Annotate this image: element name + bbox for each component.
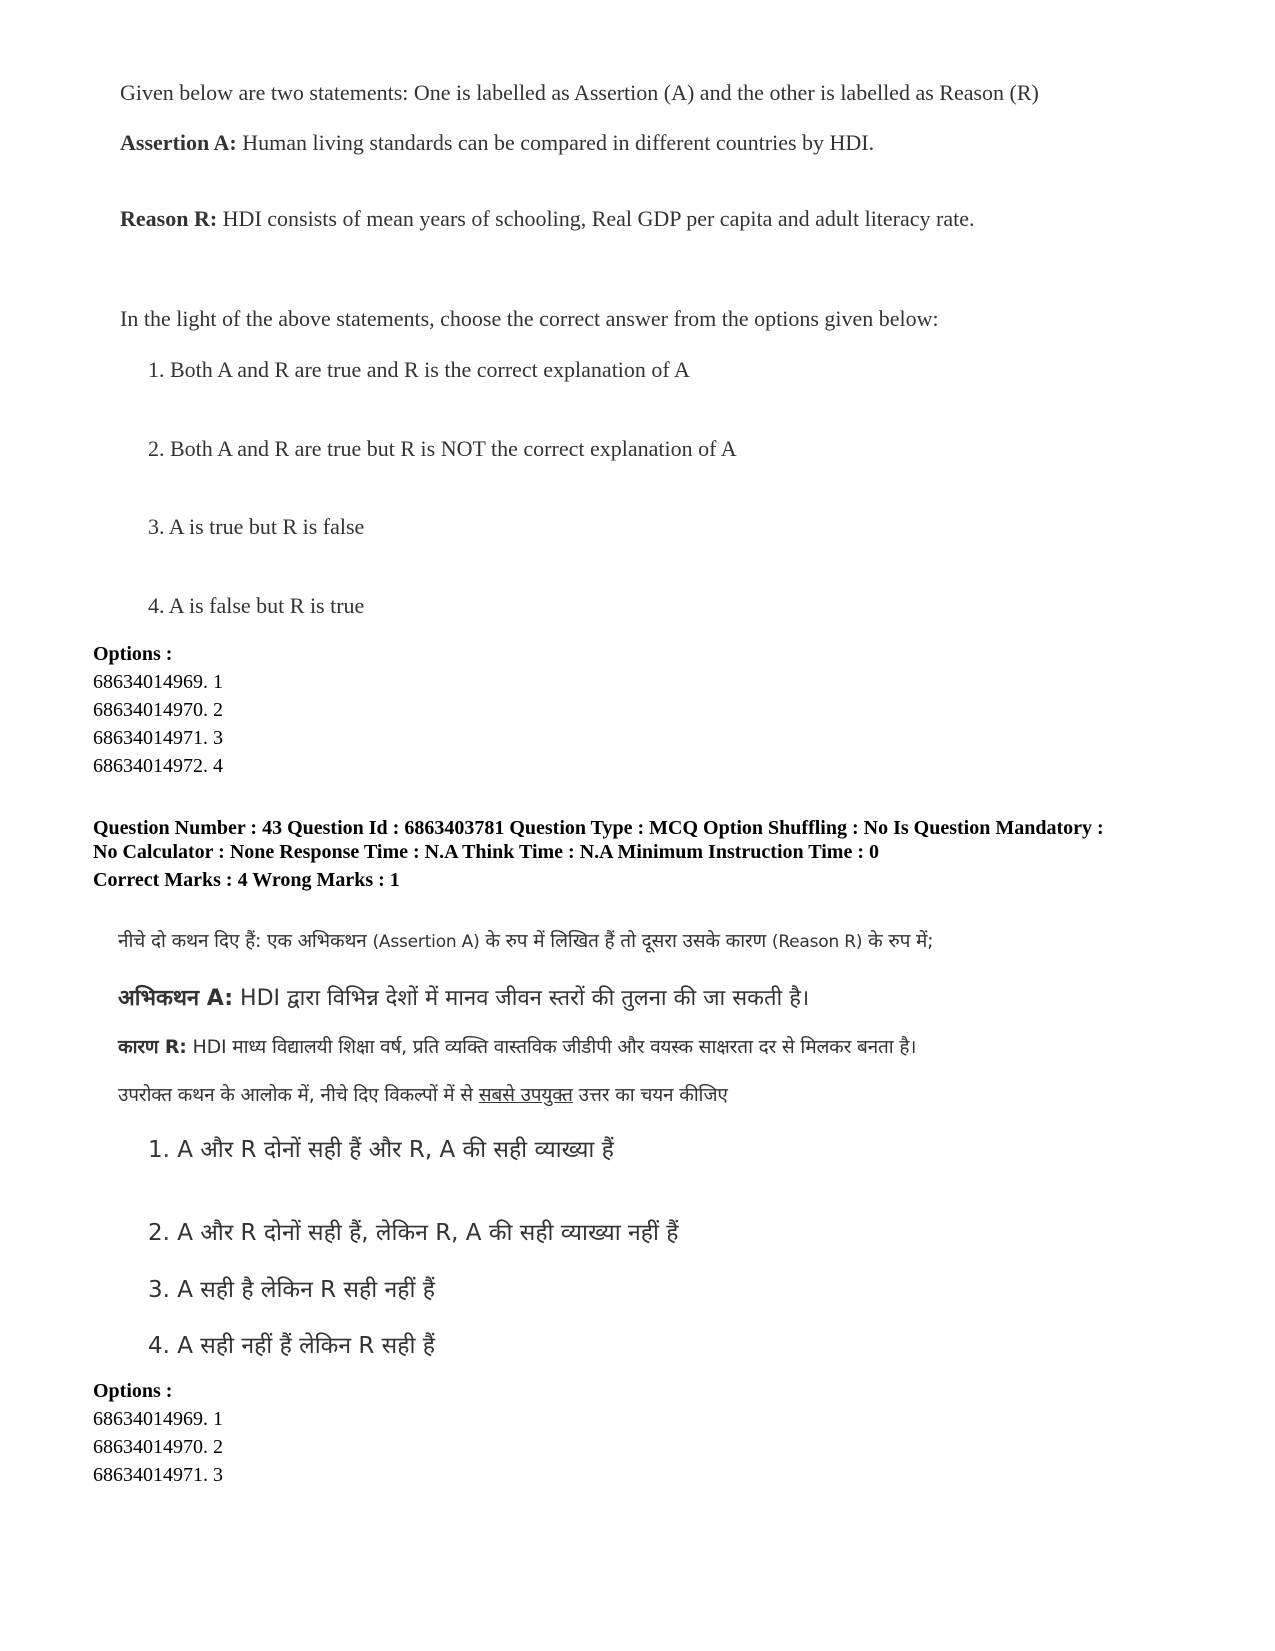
option-id: 68634014971. 3 <box>93 1464 223 1486</box>
en-choice-1: 1. Both A and R are true and R is the correct explanation of A <box>148 357 690 382</box>
en-assertion-label: Assertion A: <box>120 130 237 155</box>
en-choice-3: 3. A is true but R is false <box>148 514 365 539</box>
hi-intro-part: नीचे दो कथन दिए हैं: एक अभिकथन <box>118 930 373 952</box>
hi-reason-label: कारण R: <box>118 1036 187 1058</box>
en-reason-text: HDI consists of mean years of schooling, Real GDP per capita and adult literacy rate. <box>217 206 975 231</box>
hi-assertion-label: अभिकथन A: <box>118 986 234 1011</box>
en-choice-4: 4. A is false but R is true <box>148 593 365 618</box>
hi-instruction-underlined: सबसे उपयुक्त <box>478 1084 573 1106</box>
en-reason <box>120 206 975 232</box>
hi-assertion-text: HDI द्वारा विभिन्न देशों में मानव जीवन स्तरों की तुलना की जा सकती है। <box>233 986 810 1011</box>
hi-intro <box>118 927 933 953</box>
hi-instruction-part: उपरोक्त कथन के आलोक में, नीचे दिए विकल्पों में से <box>118 1084 479 1106</box>
hi-choice-2: 2. A और R दोनों सही हैं, लेकिन R, A की सही व्याख्या नहीं हैं <box>148 1220 679 1246</box>
hi-choice-1: 1. A और R दोनों सही हैं और R, A की सही व्याख्या हैं <box>148 1137 614 1163</box>
question-meta-line-3: Correct Marks : 4 Wrong Marks : 1 <box>93 869 400 891</box>
question-meta-line-1: Question Number : 43 Question Id : 6863403781 Question Type : MCQ Option Shuffling : No Is Question Mandatory : <box>93 817 1104 839</box>
option-id: 68634014969. 1 <box>93 671 223 693</box>
en-intro: Given below are two statements: One is labelled as Assertion (A) and the other is labelled as Reason (R) <box>120 80 1039 105</box>
options-label-1: Options : <box>93 643 173 665</box>
hi-instruction <box>118 1081 728 1107</box>
hi-choice-4: 4. A सही नहीं हैं लेकिन R सही हैं <box>148 1333 435 1359</box>
en-assertion <box>120 130 874 156</box>
en-assertion-text: Human living standards can be compared in different countries by HDI. <box>236 130 875 155</box>
option-id: 68634014969. 1 <box>93 1408 223 1430</box>
option-id: 68634014970. 2 <box>93 699 223 721</box>
hi-assertion <box>118 982 809 1012</box>
hi-intro-part: (Reason R) <box>771 932 863 952</box>
hi-instruction-part: उत्तर का चयन कीजिए <box>572 1084 728 1106</box>
hi-reason <box>118 1033 916 1059</box>
hi-intro-part: के रुप में; <box>862 930 934 952</box>
en-instruction: In the light of the above statements, choose the correct answer from the options given below: <box>120 306 939 331</box>
option-id: 68634014971. 3 <box>93 727 223 749</box>
en-reason-label: Reason R: <box>120 206 218 231</box>
en-choice-2: 2. Both A and R are true but R is NOT the correct explanation of A <box>148 436 737 461</box>
hi-intro-part: के रुप में लिखित हैं तो दूसरा उसके कारण <box>479 930 772 952</box>
hi-choice-3: 3. A सही है लेकिन R सही नहीं हैं <box>148 1277 435 1303</box>
question-meta-line-2: No Calculator : None Response Time : N.A Think Time : N.A Minimum Instruction Time : 0 <box>93 841 879 863</box>
options-label-2: Options : <box>93 1380 173 1402</box>
hi-reason-text: HDI माध्य विद्यालयी शिक्षा वर्ष, प्रति व्यक्ति वास्तविक जीडीपी और वयस्क साक्षरता दर से मिलकर बनता है। <box>186 1036 917 1058</box>
option-id: 68634014970. 2 <box>93 1436 223 1458</box>
hi-intro-part: (Assertion A) <box>372 932 480 952</box>
option-id: 68634014972. 4 <box>93 755 223 777</box>
